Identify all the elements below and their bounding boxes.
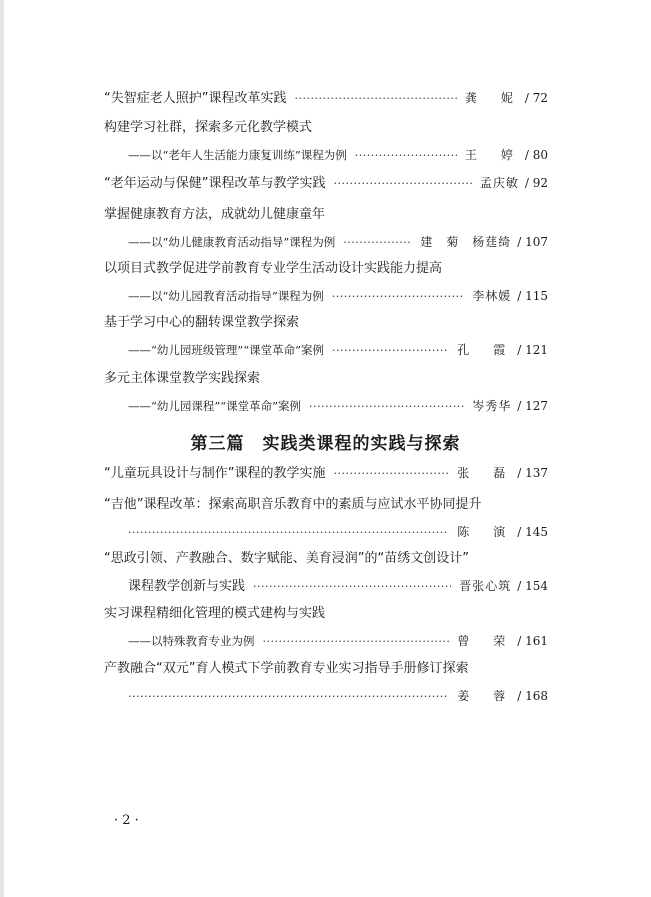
- dot-leader: [128, 687, 449, 707]
- dot-leader: [333, 464, 449, 484]
- dot-leader: [333, 174, 471, 194]
- entry-title: “老年运动与保健”课程改革与教学实践: [104, 176, 326, 191]
- entry-author: 王 婷: [464, 148, 519, 162]
- entry-title: 多元主体课堂教学实践探索: [104, 371, 261, 386]
- dot-leader: [309, 397, 464, 417]
- entry-author: 龚 妮: [464, 91, 519, 105]
- entry-title: “思政引领、产教融合、数字赋能、美育浸润”的“苗绣文创设计”: [104, 551, 469, 566]
- entry-page: / 72: [524, 91, 548, 105]
- entry-page: / 168: [517, 689, 548, 703]
- entry-title: 构建学习社群，探索多元化教学模式: [104, 120, 313, 135]
- entry-title: “儿童玩具设计与制作”课程的教学实施: [104, 466, 326, 481]
- dot-leader: [332, 287, 464, 307]
- toc-entry[interactable]: [104, 495, 548, 543]
- entry-subtitle: 课程教学创新与实践: [128, 579, 246, 594]
- dot-leader: [294, 89, 456, 109]
- entry-author: 姜 蓉: [457, 689, 512, 703]
- toc-entry[interactable]: [104, 604, 548, 652]
- entry-subtitle: ——以特殊教育专业为例: [128, 634, 255, 648]
- toc-entry[interactable]: [104, 118, 548, 166]
- entry-page: / 80: [524, 148, 548, 162]
- dot-leader: [355, 146, 457, 166]
- entry-author: 陈 演: [457, 525, 512, 539]
- entry-page: / 161: [517, 634, 548, 648]
- dot-leader: [128, 523, 449, 543]
- entry-subtitle: ——以“幼儿园教育活动指导”课程为例: [128, 289, 324, 303]
- entry-page: / 115: [517, 289, 548, 303]
- entry-title: 实习课程精细化管理的模式建构与实践: [104, 606, 326, 621]
- entry-page: / 127: [517, 399, 548, 413]
- entry-page: / 145: [517, 525, 548, 539]
- entry-title: 以项目式教学促进学前教育专业学生活动设计实践能力提高: [104, 261, 443, 276]
- dot-leader: [332, 341, 449, 361]
- entry-author: 张 磊: [457, 466, 512, 480]
- entry-title: “吉他”课程改革：探索高职音乐教育中的素质与应试水平协同提升: [104, 497, 482, 512]
- entry-author: 岑秀华: [472, 399, 512, 413]
- entry-page: / 121: [517, 343, 548, 357]
- dot-leader: [343, 233, 412, 253]
- entry-author: 孔 霞: [457, 343, 512, 357]
- entry-page: / 107: [517, 235, 548, 249]
- toc-entry[interactable]: [104, 369, 548, 417]
- entry-title: 基于学习中心的翻转课堂教学探索: [104, 315, 300, 330]
- entry-subtitle: ——“幼儿园班级管理”“课堂革命”案例: [128, 343, 325, 357]
- toc-entry[interactable]: [104, 313, 548, 361]
- dot-leader: [263, 632, 450, 652]
- entry-title: 产教融合“双元”育人模式下学前教育专业实习指导手册修订探索: [104, 661, 469, 676]
- entry-page: / 154: [517, 579, 548, 593]
- section-part: 第三篇: [190, 434, 245, 454]
- entry-author: 建 菊 杨莛绮: [420, 235, 512, 249]
- entry-subtitle: ——“幼儿园课程”“课堂革命”案例: [128, 399, 302, 413]
- toc-entry[interactable]: [104, 259, 548, 307]
- toc-entry[interactable]: [104, 173, 548, 194]
- toc-entry[interactable]: [104, 659, 548, 707]
- entry-title: “失智症老人照护”课程改革实践: [104, 91, 287, 106]
- entry-page: / 137: [517, 466, 548, 480]
- section-heading: [0, 429, 651, 454]
- page-number: · 2 ·: [114, 813, 139, 828]
- entry-author: 孟庆敏: [479, 176, 519, 190]
- toc-entry[interactable]: [104, 463, 548, 484]
- entry-subtitle: ——以“老年人生活能力康复训练”课程为例: [128, 148, 347, 162]
- entry-page: / 92: [524, 176, 548, 190]
- toc-entry[interactable]: [104, 88, 548, 109]
- toc-entry[interactable]: [104, 205, 548, 253]
- entry-author: 李林媛: [472, 289, 512, 303]
- dot-leader: [253, 577, 451, 597]
- section-name: 实践类课程的实践与探索: [262, 434, 461, 454]
- entry-author: 晋张心筑: [459, 579, 512, 593]
- entry-title: 掌握健康教育方法，成就幼儿健康童年: [104, 207, 326, 222]
- toc-entry[interactable]: [104, 549, 548, 597]
- entry-author: 曾 荣: [457, 634, 512, 648]
- entry-subtitle: ——以“幼儿健康教育活动指导”课程为例: [128, 235, 336, 249]
